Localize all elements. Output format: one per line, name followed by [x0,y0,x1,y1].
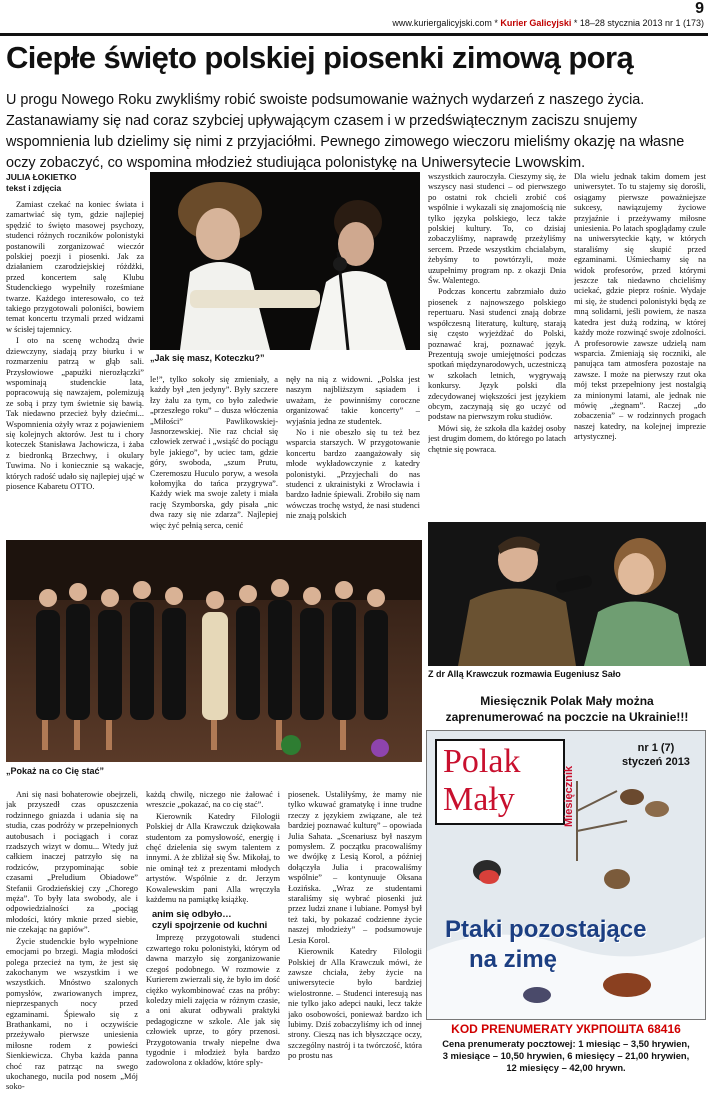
magazine-issue [611,741,701,769]
article-headline: Ciepłe święto polskiej piosenki zimową porą [6,40,634,75]
paragraph: wszystkich zauroczyła. Cieszymy się, że wszyscy nasi studenci – od pierwszego po ostatni rok chcieli zrobić coś wspólnie i wykazali się znajomością nie tylko języka polskiego, lecz także polskiej kultury. To, co dzisiaj zobaczyliśmy, naprawdę przeżyliśmy sercem. Przede wszystkim chcialabym, żebyśmy to powtórzyli, może uzupełnimy program np. z okazji Dnia Św. Walentego. [428,172,566,286]
paragraph: le!”, tylko sokoły się zmieniały, a każdy był „ten jedyny”. Były szczere łzy żalu za tym, co było zaledwie „przeszłego roku” – dusza włóczenia „Miłości” Pawlikowskiej-Jasnorzewskiej. Nie raz chciał się człowiek zerwać i „wsiąść do pociągu byle jakiego”, by uciec tam, gdzie góry, swoboda, „szum Prutu, Czeremoszu Huculo poryw, a wesoła kołomyjka do tańca przygrywa”. Każdy wiek ma swoje zalety i miała rację Szymborska, gdy pisała „nic dwa razy się nie zdarza”. Najlepiej więc żyć pełnią serca, cenić [150,375,278,530]
price-line-3: 12 miesięcy – 42,00 hrywn. [506,1062,626,1074]
paragraph: Imprezę przygotowali studenci czwartego roku polonistyki, którym od dawna marzyło się zorganizowanie czegoś podobnego. W rozmowie z Kurierem zwierzali się, że było im dość ciężko wykombinować czas na próby: koledzy mieli zajęcia w różnym czasie, a oni akurat odbywali praktyki pedagogiczne w szkole. Ale jak się człowiek uprze, to góry przenosi. Przygotowania trwały niepełne dwa tygodnie i młodzież była bardzo zadowolona z okładów, które sply- [146,933,280,1068]
subhead-line-1: anim się odbyło… [152,909,232,920]
paragraph: Kierownik Katedry Filologii Polskiej dr Alla Krawczuk mówi, że zawsze chciała, żeby życie na uniwersytecie było bardziej wielostronne. – Studenci interesują nas nie tylko jako adepci nauki, lecz także jako osobowości, ponieważ bardzo ich lubimy. Dziś zobaczyliśmy ich od innej strony. Cieszą nas ich błyszczące oczy, szczególny nastrój i ta twórczość, która po prostu nas [288,947,422,1061]
paragraph: Mówi się, że szkoła dla każdej osoby jest drugim domem, do którego po latach chętnie się powraca. [428,423,566,454]
header-rule [0,33,708,36]
paragraph: Ani się nasi bohaterowie obejrzeli, jak przyszedł czas opuszczenia rodzinnego gniazda i udania się na studia, czas podróży w przepełnionych autobusach i pociągach i coraz rzadszych wizyt w domu... Wtedy już całkiem inaczej patrzyło się na rodziców, przypominając sobie czasami „Preludium Obiadowe” Stefanii Grodzieńskiej czy „Chorego męża”. To były lata swobody, ale i odpowiedzialności za „pociąg młodości, który mknie przed siebie, nie czekając na gapiów”. [6,790,138,935]
ad-title-line-2: zaprenumerować na poczcie na Ukrainie!!! [445,710,689,724]
text-column-bottom-3 [288,790,422,1104]
photo-interview-image [428,522,706,666]
magazine-side-label: Miesięcznik [563,765,575,827]
text-column-1 [6,200,144,536]
photo-choir-image [6,540,422,762]
text-column-bottom-1 [6,790,138,1104]
issue-info: * 18–28 stycznia 2013 nr 1 (173) [571,18,704,28]
ad-title-line-1: Miesięcznik Polak Mały można [480,694,654,708]
text-column-bottom-2 [146,790,280,1104]
photo-caption-1: „Jak się masz, Koteczku?” [150,353,265,363]
photo-koteczek-image [150,172,420,350]
logo-word-1: Polak [443,743,521,780]
author-role: tekst i zdjęcia [6,183,62,193]
magazine-cover [426,730,706,1020]
publication-name: Kurier Galicyjski [500,18,572,28]
paragraph: No i nie obeszło się tu też bez wsparcia starszych. W przygotowanie koncertu bardzo zaangażowały się młode wykładowczynie z katedry polonistyki. „Przyjechali do nas studenci z ukrainistyki z Wrocławia i bardzo ładnie śpiewali. Zrobiło się nam wówczas trochę wstyd, że nasi studenci nie znają polskich [286,428,420,521]
paragraph: Życie studenckie było wypełnione emocjami po brzegi. Magia młodości polega przecież na tym, że jest się zakochanym we wszystkim i we wszystkich. Mnóstwo szalonych pomysłów, zwariowanych imprez, nieprzespanych nocy przed egzaminami. Śpiewało się z Brathankami, no i oczywiście przeżywało pierwsze uniesienia miłosne rodem z powieści Sienkiewicza. Chyba każda panna choć raz patrząc na swego ukochanego, nucila pod nosem „Mój soko- [6,936,138,1092]
paragraph: Zamiast czekać na koniec świata i zamartwiać się tym, gdzie najlepiej spędzić to święto masowej psychozy, studenci różnych roczników polonistyki postanowili zorganizować wieczór polskiej poezji i piosenki. Jak za działaniem czarodziejskiej różdżki, przed koncertem salę Klubu Studenckiego wypełniły roześmiane twarze. Każdego interesowało, co też takiego przygotowali poloniści, bowiem temat koncertu trzymali przed widzami w ścisłej tajemnicy. [6,200,144,334]
price-line-1: Cena prenumeraty pocztowej: 1 miesiąc – 3,50 hrywien, [442,1038,690,1049]
cover-headline-line-1: Ptaki pozostające [445,916,647,943]
issue-month: styczeń 2013 [622,756,690,768]
photo-caption-3: Z dr Allą Krawczuk rozmawia Eugeniusz Sało [428,669,621,679]
paragraph: piosenek. Ustaliłyśmy, że mamy nie tylko wkuwać gramatykę i inne trudne rzeczy z językiem związane, ale też bardziej poznawać kulturę” – opowiada Julia Sahata. „Scenariusz był naszym pomysłem. Z początku pracowaliśmy we dwójkę z Lesią Korol, a później dołączyła Julia i pracowaliśmy wspólnie” – kontynuuje Oksana Łozińska. „Wraz ze studentami staraliśmy się wybrać piosenki już przez ludzi znane i lubiane. Pomysł był też taki, by pokazać codzienne życie naszej młodzieży” – podsumowuje Lesia Korol. [288,790,422,945]
page-number: 9 [695,0,704,17]
logo-word-2: Mały [443,781,515,818]
price-line-2: 3 miesiące – 10,50 hrywien, 6 miesięcy – 21,00 hrywien, [442,1050,690,1062]
article-lead: U progu Nowego Roku zwykliśmy robić swoiste podsumowanie ważnych wydarzeń z naszego życia. Zastanawiamy się nad coraz szybciej upływającym czasem i w przedświątecznym zaciszu snujemy wspomnienia lub dzielimy się nimi z przyjaciółmi. Pewnego zimowego wieczoru mieliśmy okazję na własne oczy zobaczyć, co wspomina młodzież studiująca polonistykę na Uniwersytecie Lwowskim. [6,92,685,171]
subhead-line-2: czyli spojrzenie od kuchni [152,920,268,931]
photo-caption-2: „Pokaż na co Cię stać” [6,766,105,776]
paragraph: I oto na scenę wchodzą dwie dziewczyny, siadają przy biurku i w rozmarzeniu patrzą w głąb sali. Przysłowiowe „papużki nierozłączki” wspominają studenckie lata, popracowują się nawzajem, polemizują ze sobą i przy tym świetnie się bawią. Tak niedawno przecież były dziećmi... Wspomnienia ożyły wraz z pojawieniem się kolejnych aktorów. Jest tu i chory koteczek Stanisława Jachowicza, i żaba z biedronką Brzechwy, i okulary Tuwima. No i koniecznie są wakacje, których radość udało się najlepiej ująć w piosence Kabaretu OTTO. [6,336,144,491]
text-column-3 [286,375,420,535]
text-column-4 [428,172,566,520]
photo-choir [6,540,422,762]
cover-headline [445,915,705,975]
cover-headline-line-2: na zimę [469,946,558,973]
magazine-logo [435,739,565,825]
photo-interview [428,522,706,666]
subscription-prices [426,1038,706,1075]
article-byline [6,172,77,194]
ad-title [428,693,706,725]
author-name: JULIA ŁOKIETKO [6,172,77,182]
text-column-5 [574,172,706,520]
paragraph: nęły na nią z widowni. „Polska jest naszym najbliższym sąsiadem i uważam, że powinniśmy coroczne organizować takie koncerty” – wyjaśnia jedna ze studentek. [286,375,420,426]
subscription-code: KOD PRENUMERATY УКРПОШТА 68416 [451,1022,681,1036]
photo-koteczek [150,172,420,350]
paragraph: Dla wielu jednak takim domem jest uniwersytet. To tu stajemy się dorośli, osiągamy pierwsze poważniejsze sukcesy, nawiązujemy życiowe przyjaźnie i przeżywamy miłosne uniesienia. Po latach spoglądamy czule na uniwersyteckie kąty, w których staraliśmy się skupić przed egzaminami. Uśmiechamy się na widok profesorów, przed którymi jeszcze tak niedawno chcieliśmy uciekać, gdzie pieprz rośnie. Wydaje mi się, że studenci polonistyki będą ze mną solidarni, jeśli powiem, że nasza katedra jest dużą rodziną, w której każdy może rozwinąć swoje zdolności. A profesorowie zawsze udzielą nam wsparcia. Zmieniają się roczniki, ale panująca tam atmosfera pozostaje na zawsze. I może na pierwszy rzut oka mój tekst przepełniony jest nostalgią za minionymi latami, ale jednak nie mówię „żegnam”. Raczej „do zobaczenia” – w rodzinnych progach naszej katedry, na kolejnej imprezie artystycznej. [574,172,706,442]
paragraph: każdą chwilę, niczego nie żałować i wreszcie „pokazać, na co cię stać”. [146,790,280,810]
paragraph: Podczas koncertu zabrzmiało dużo piosenek z najnowszego polskiego repertuaru. Nasi studenci znają dobrze współczesną literaturę, kulturę, starają się często wyjeżdżać do Polski, poznawać kraj, poznawać język. Prezentują swoje umiejętności podczas spotkań międzynarodowych, uczestniczą w szkołach letnich, wygrywają konkursy. Język polski dla zdecydowanej większości jest językiem obcym, zaczynają się go uczyć od podstaw na pierwszym roku studiów. [428,287,566,422]
site-url: www.kuriergalicyjski.com * [392,18,501,28]
page-header [392,18,704,28]
issue-number: nr 1 (7) [637,742,675,754]
text-column-2 [150,375,278,535]
paragraph: Kierownik Katedry Filologii Polskiej dr Alla Krawczuk dziękowała studentom za pomysłowość, energię i chęć dzielenia się swym talentem z innymi. A że zbliżał się Św. Mikołaj, to nie ominął też z prezentami młodych artystów. Wspólnie z dr. Jerzym Kowalewskim pani Alla wręczyła każdemu na pamiątkę książkę. [146,811,280,905]
section-subhead [152,909,280,931]
